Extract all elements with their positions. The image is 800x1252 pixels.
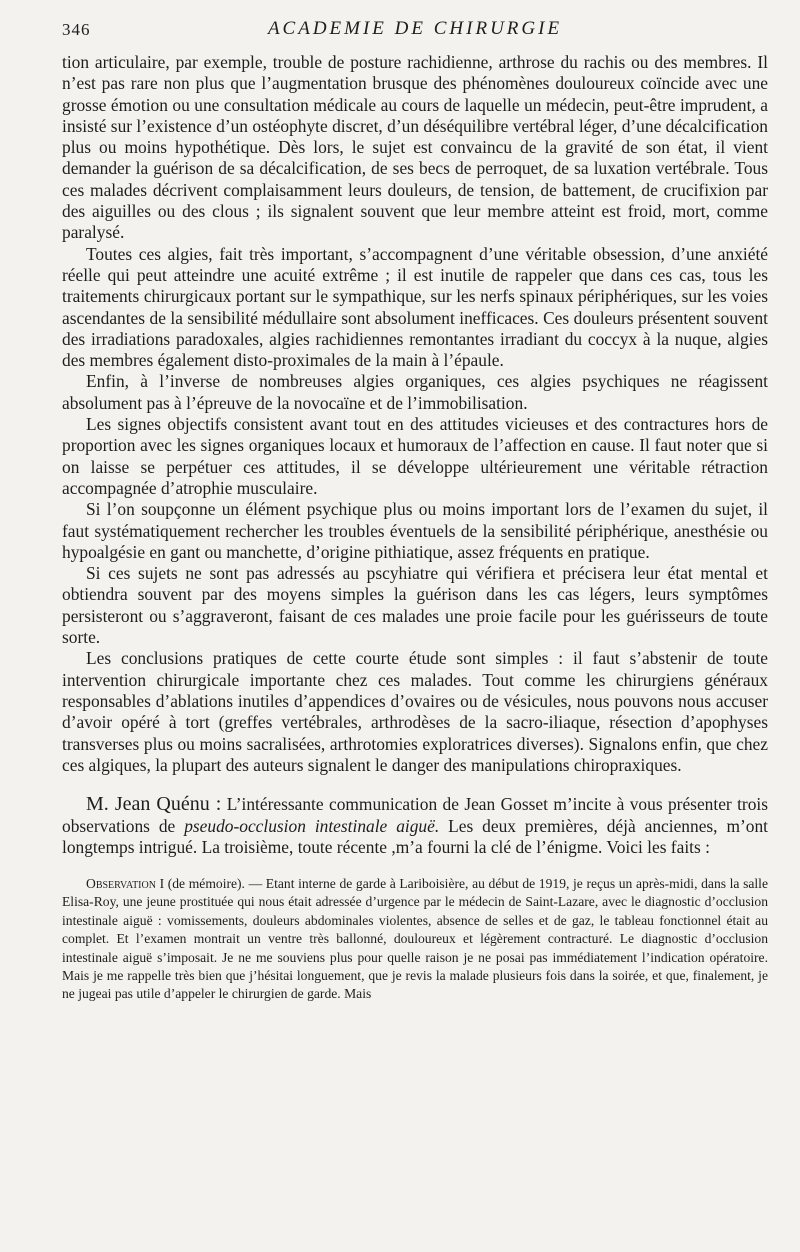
page-header [62,18,768,44]
observation-label: Observation I [86,875,165,891]
paragraph: Les signes objectifs consistent avant tout en des attitudes vicieuses et des contractures hors de proportion avec les signes organiques locaux et humoraux de l’affection en cause. Il faut noter que si on laisse se perpétuer ces attitudes, il se développe ultérieurement une véritable rétraction accompagnée d’atrophie musculaire. [62,414,768,498]
paragraph: Si ces sujets ne sont pas adressés au pscyhiatre qui vérifiera et précisera leur état mental et obtiendra souvent par des moyens simples la guérison dans les cas légers, leurs symptômes persisteront ou s’aggraveront, faisant de ces malades une proie facile pour les guérisseurs de toute sorte. [62,563,768,648]
paragraph: Toutes ces algies, fait très important, s’accompagnent d’une véritable obsession, d’une anxiété réelle qui peut atteindre une acuité extrême ; il est inutile de rappeler que dans ces cas, tous les traitements chirurgicaux portant sur le sympathique, sur les nerfs spinaux périphériques, sur les voies ascendantes de la sensibilité médullaire sont absolument inefficaces. Ces douleurs présentent souvent des irradiations paradoxales, algies rachidiennes remontantes irradiant du coccyx à la nuque, algies des membres également disto-proximales de la main à l’épaule. [62,243,768,371]
communication-text-before: L’intéressante communication de Jean Gosset m’incite à vous présenter trois observations de [62,794,768,836]
observation-paragraph [62,875,768,1004]
page-number: 346 [62,20,91,39]
paragraph: Enfin, à l’inverse de nombreuses algies organiques, ces algies psychiques ne réagissent absolument pas à l’épreuve de la novocaïne et de l’immobilisation. [62,371,768,413]
running-head: ACADEMIE DE CHIRURGIE [267,18,563,39]
paragraph: tion articulaire, par exemple, trouble de posture rachidienne, arthrose du rachis ou des membres. Il n’est pas rare non plus que l’augmentation brusque des phénomènes douloureux coïncide avec une grosse émotion ou une consultation médicale au cours de laquelle un médecin, peut-être imprudent, a insisté sur l’existence d’un ostéophyte discret, d’un déséquilibre vertébral léger, d’une décalcification plus ou moins hypothétique. Dès lors, le sujet est convaincu de la gravité de son état, il vient demander la guérison de sa décalcification, de ses becs de perroquet, de sa luxation vertébrale. Tous ces malades décrivent complaisamment leurs douleurs, de tension, de battement, de crucifixion par des aiguilles ou des clous ; ils signalent souvent que leur membre atteint est froid, mort, comme paralysé. [62,52,768,243]
speaker-name: M. Jean Quénu : [86,793,222,816]
text-body [62,52,768,1004]
communication-paragraph [62,794,768,859]
observation-text: (de mémoire). — Etant interne de garde à Lariboisière, au début de 1919, je reçus un après-midi, dans la salle Elisa-Roy, une jeune prostituée qui nous était adressée d’urgence par le médecin de Saint-Lazare, avec le diagnostic d’occlusion intestinale aiguë : vomissements, douleurs abdominales violentes, absence de selles et de gaz, le tableau fonctionnel était au complet. Et l’examen montrait un ventre très ballonné, douloureux et légèrement contracturé. Le diagnostic d’occlusion intestinale aiguë s’imposait. Je ne me souviens plus pour quelle raison je ne posai pas immédiatement l’indication opératoire. Mais je me rappelle très bien que j’hésitai longuement, que je revis la malade plusieurs fois dans la soirée, et que, finalement, je ne jugeai pas utile d’appeler le chirurgien de garde. Mais [62,875,768,1002]
communication-text-after: Les deux premières, déjà anciennes, m’ont longtemps intrigué. La troisième, toute récente ,m’a fourni la clé de l’énigme. Voici les faits : [62,815,768,858]
paragraph: Si l’on soupçonne un élément psychique plus ou moins important lors de l’examen du sujet, il faut systématiquement rechercher les troubles éventuels de la sensibilité périphérique, anesthésie ou hypoalgésie en gant ou manchette, d’origine pithiatique, assez fréquents en pratique. [62,499,768,562]
communication-title: pseudo-occlusion intestinale aiguë. [184,815,440,836]
paragraph: Les conclusions pratiques de cette courte étude sont simples : il faut s’abstenir de toute intervention chirurgicale importante chez ces malades. Tout comme les chirurgiens généraux responsables d’ablations inutiles d’appendices d’ovaires ou de vésicules, nous pouvons nous accuser d’avoir opéré à tort (greffes vertébrales, arthrodèses de la sacro-iliaque, résection d’apophyses transverses plus ou moins sacralisées, arthrotomies exploratrices diverses). Signalons enfin, que chez ces algiques, la plupart des auteurs signalent le danger des manipulations chiropraxiques. [62,648,768,775]
